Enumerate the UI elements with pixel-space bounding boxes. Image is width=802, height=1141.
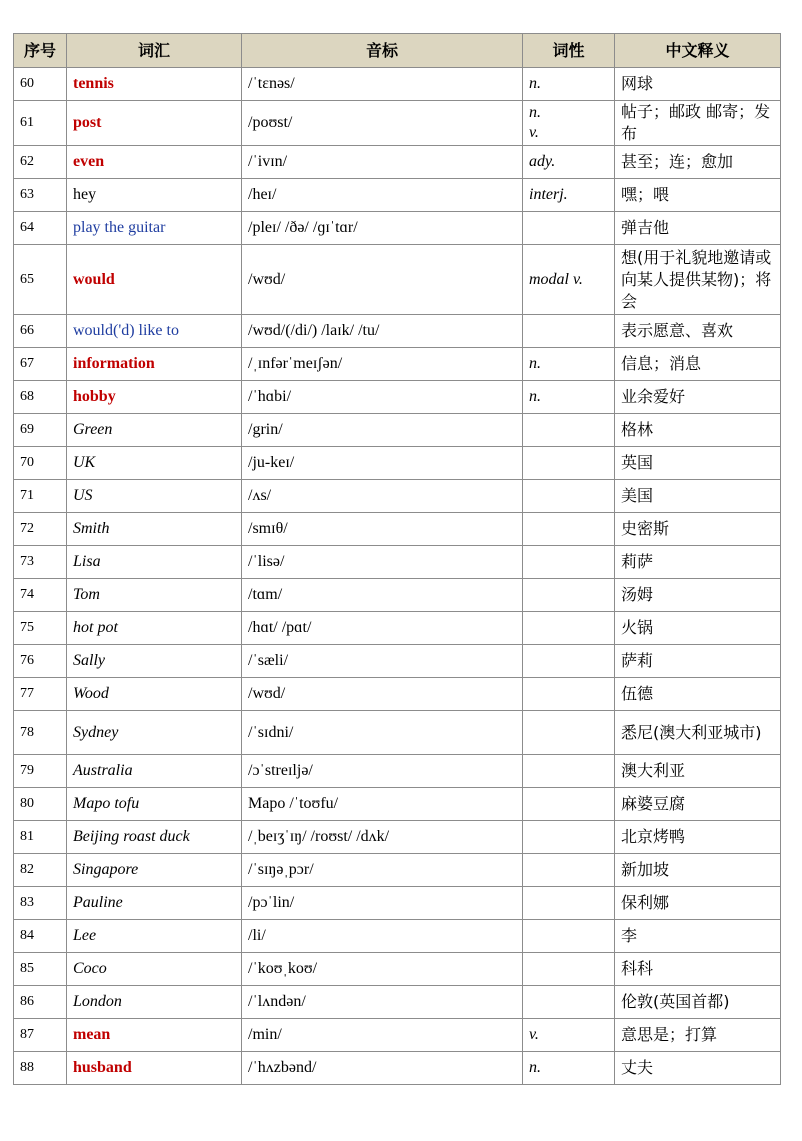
row-phonetic: /ˈsɪdni/ [242, 711, 523, 755]
row-word: hobby [67, 381, 242, 414]
row-pos [523, 612, 615, 645]
row-pos: modal v. [523, 245, 615, 315]
table-row [14, 755, 781, 788]
row-meaning: 史密斯 [615, 513, 781, 546]
row-num: 78 [14, 711, 67, 755]
row-num: 68 [14, 381, 67, 414]
row-word: London [67, 986, 242, 1019]
row-num: 69 [14, 414, 67, 447]
row-phonetic: /tɑm/ [242, 579, 523, 612]
row-num: 74 [14, 579, 67, 612]
table-row [14, 245, 781, 315]
row-pos [523, 986, 615, 1019]
row-meaning: 丈夫 [615, 1052, 781, 1085]
table-row [14, 348, 781, 381]
row-word: husband [67, 1052, 242, 1085]
row-pos: n. [523, 381, 615, 414]
row-pos [523, 788, 615, 821]
table-row [14, 678, 781, 711]
row-num: 79 [14, 755, 67, 788]
row-word: Sally [67, 645, 242, 678]
row-word: UK [67, 447, 242, 480]
row-word: Australia [67, 755, 242, 788]
row-meaning: 网球 [615, 68, 781, 101]
row-meaning: 英国 [615, 447, 781, 480]
row-word: hot pot [67, 612, 242, 645]
row-num: 82 [14, 854, 67, 887]
table-row [14, 1019, 781, 1052]
row-phonetic: /min/ [242, 1019, 523, 1052]
row-word: Green [67, 414, 242, 447]
row-pos [523, 414, 615, 447]
row-pos [523, 887, 615, 920]
row-meaning: 新加坡 [615, 854, 781, 887]
table-row [14, 381, 781, 414]
header-phonetic: 音标 [242, 34, 523, 68]
table-row [14, 711, 781, 755]
row-meaning: 弹吉他 [615, 212, 781, 245]
row-pos [523, 513, 615, 546]
row-phonetic: /wʊd/ [242, 245, 523, 315]
row-num: 65 [14, 245, 67, 315]
row-word: Mapo tofu [67, 788, 242, 821]
table-row [14, 788, 781, 821]
row-phonetic: /ˈsæli/ [242, 645, 523, 678]
row-phonetic: /smɪθ/ [242, 513, 523, 546]
table-row [14, 546, 781, 579]
row-phonetic: /ˈhʌzbənd/ [242, 1052, 523, 1085]
row-num: 70 [14, 447, 67, 480]
table-row [14, 920, 781, 953]
row-meaning: 伦敦(英国首都) [615, 986, 781, 1019]
row-pos [523, 711, 615, 755]
row-word: Sydney [67, 711, 242, 755]
row-word: Lisa [67, 546, 242, 579]
row-pos [523, 821, 615, 854]
row-phonetic: /poʊst/ [242, 101, 523, 146]
row-phonetic: /ˈhɑbi/ [242, 381, 523, 414]
row-num: 66 [14, 315, 67, 348]
row-word: tennis [67, 68, 242, 101]
row-num: 77 [14, 678, 67, 711]
header-word: 词汇 [67, 34, 242, 68]
row-word: Tom [67, 579, 242, 612]
row-num: 63 [14, 179, 67, 212]
row-meaning: 汤姆 [615, 579, 781, 612]
row-word: hey [67, 179, 242, 212]
row-word: US [67, 480, 242, 513]
row-pos [523, 645, 615, 678]
row-meaning: 伍德 [615, 678, 781, 711]
row-pos [523, 315, 615, 348]
row-word: play the guitar [67, 212, 242, 245]
row-meaning: 美国 [615, 480, 781, 513]
row-phonetic: /wʊd/ [242, 678, 523, 711]
table-row [14, 579, 781, 612]
row-word: mean [67, 1019, 242, 1052]
row-phonetic: /ɔˈstreɪljə/ [242, 755, 523, 788]
row-phonetic: /ˈsɪŋəˌpɔr/ [242, 854, 523, 887]
header-row [14, 34, 781, 68]
row-meaning: 帖子；邮政 邮寄；发布 [615, 101, 781, 146]
row-pos-line: n. [529, 104, 541, 121]
row-word: Coco [67, 953, 242, 986]
row-phonetic: /ˌɪnfərˈmeɪʃən/ [242, 348, 523, 381]
row-num: 61 [14, 101, 67, 146]
row-meaning: 格林 [615, 414, 781, 447]
row-meaning: 甚至；连；愈加 [615, 146, 781, 179]
row-pos: v. [523, 1019, 615, 1052]
row-num: 76 [14, 645, 67, 678]
row-num: 81 [14, 821, 67, 854]
table-row [14, 101, 781, 146]
row-num: 87 [14, 1019, 67, 1052]
row-word: Singapore [67, 854, 242, 887]
row-pos [523, 480, 615, 513]
row-phonetic: /ˌbeɪʒˈɪŋ/ /roʊst/ /dʌk/ [242, 821, 523, 854]
row-meaning: 澳大利亚 [615, 755, 781, 788]
row-word: would('d) like to [67, 315, 242, 348]
row-word: Wood [67, 678, 242, 711]
row-phonetic: /grin/ [242, 414, 523, 447]
vocabulary-table [13, 33, 781, 1085]
row-pos: interj. [523, 179, 615, 212]
row-meaning: 业余爱好 [615, 381, 781, 414]
row-phonetic: /wʊd/(/di/) /laɪk/ /tu/ [242, 315, 523, 348]
table-row [14, 212, 781, 245]
row-meaning: 麻婆豆腐 [615, 788, 781, 821]
row-meaning: 萨莉 [615, 645, 781, 678]
row-meaning: 保利娜 [615, 887, 781, 920]
row-num: 64 [14, 212, 67, 245]
row-pos [523, 212, 615, 245]
row-meaning: 莉萨 [615, 546, 781, 579]
row-pos-line: v. [529, 124, 539, 141]
row-num: 72 [14, 513, 67, 546]
table-row [14, 414, 781, 447]
row-pos [523, 920, 615, 953]
table-row [14, 1052, 781, 1085]
table-row [14, 447, 781, 480]
row-phonetic: /heɪ/ [242, 179, 523, 212]
table-row [14, 68, 781, 101]
row-phonetic: /ˈivɪn/ [242, 146, 523, 179]
table-row [14, 887, 781, 920]
row-num: 84 [14, 920, 67, 953]
row-pos: n. [523, 68, 615, 101]
row-meaning: 嘿；喂 [615, 179, 781, 212]
row-meaning: 想(用于礼貌地邀请或向某人提供某物)；将会 [615, 245, 781, 315]
row-word: would [67, 245, 242, 315]
row-num: 83 [14, 887, 67, 920]
row-meaning: 意思是；打算 [615, 1019, 781, 1052]
table-row [14, 179, 781, 212]
row-phonetic: /pɔˈlin/ [242, 887, 523, 920]
row-word: information [67, 348, 242, 381]
row-pos [523, 447, 615, 480]
row-meaning: 悉尼(澳大利亚城市) [615, 711, 781, 755]
row-pos [523, 854, 615, 887]
row-word: Beijing roast duck [67, 821, 242, 854]
row-phonetic: /ʌs/ [242, 480, 523, 513]
header-meaning: 中文释义 [615, 34, 781, 68]
row-phonetic: /pleɪ/ /ðə/ /ɡɪˈtɑr/ [242, 212, 523, 245]
row-pos [523, 678, 615, 711]
row-pos: n. [523, 1052, 615, 1085]
row-phonetic: /li/ [242, 920, 523, 953]
row-meaning: 表示愿意、喜欢 [615, 315, 781, 348]
table-row [14, 953, 781, 986]
row-word: post [67, 101, 242, 146]
row-word: Smith [67, 513, 242, 546]
row-pos [523, 546, 615, 579]
row-word: Lee [67, 920, 242, 953]
row-num: 86 [14, 986, 67, 1019]
row-num: 88 [14, 1052, 67, 1085]
row-meaning: 信息；消息 [615, 348, 781, 381]
header-pos: 词性 [523, 34, 615, 68]
row-num: 73 [14, 546, 67, 579]
row-num: 71 [14, 480, 67, 513]
row-word: even [67, 146, 242, 179]
row-meaning: 火锅 [615, 612, 781, 645]
row-num: 75 [14, 612, 67, 645]
row-phonetic: /ˈtɛnəs/ [242, 68, 523, 101]
row-phonetic: /ju-keɪ/ [242, 447, 523, 480]
table-row [14, 315, 781, 348]
row-num: 80 [14, 788, 67, 821]
row-num: 60 [14, 68, 67, 101]
table-row [14, 612, 781, 645]
row-num: 62 [14, 146, 67, 179]
header-num: 序号 [14, 34, 67, 68]
row-pos [523, 953, 615, 986]
row-pos: ady. [523, 146, 615, 179]
row-num: 67 [14, 348, 67, 381]
row-pos [523, 579, 615, 612]
row-phonetic: Mapo /ˈtoʊfu/ [242, 788, 523, 821]
row-pos [523, 755, 615, 788]
row-phonetic: /ˈlʌndən/ [242, 986, 523, 1019]
table-row [14, 146, 781, 179]
table-row [14, 480, 781, 513]
row-meaning: 李 [615, 920, 781, 953]
row-pos [523, 101, 615, 146]
table-row [14, 645, 781, 678]
row-phonetic: /ˈkoʊˌkoʊ/ [242, 953, 523, 986]
row-pos: n. [523, 348, 615, 381]
row-word: Pauline [67, 887, 242, 920]
table-row [14, 821, 781, 854]
row-phonetic: /hɑt/ /pɑt/ [242, 612, 523, 645]
table-row [14, 986, 781, 1019]
row-phonetic: /ˈlisə/ [242, 546, 523, 579]
table-row [14, 513, 781, 546]
row-meaning: 科科 [615, 953, 781, 986]
row-num: 85 [14, 953, 67, 986]
row-meaning: 北京烤鸭 [615, 821, 781, 854]
table-row [14, 854, 781, 887]
